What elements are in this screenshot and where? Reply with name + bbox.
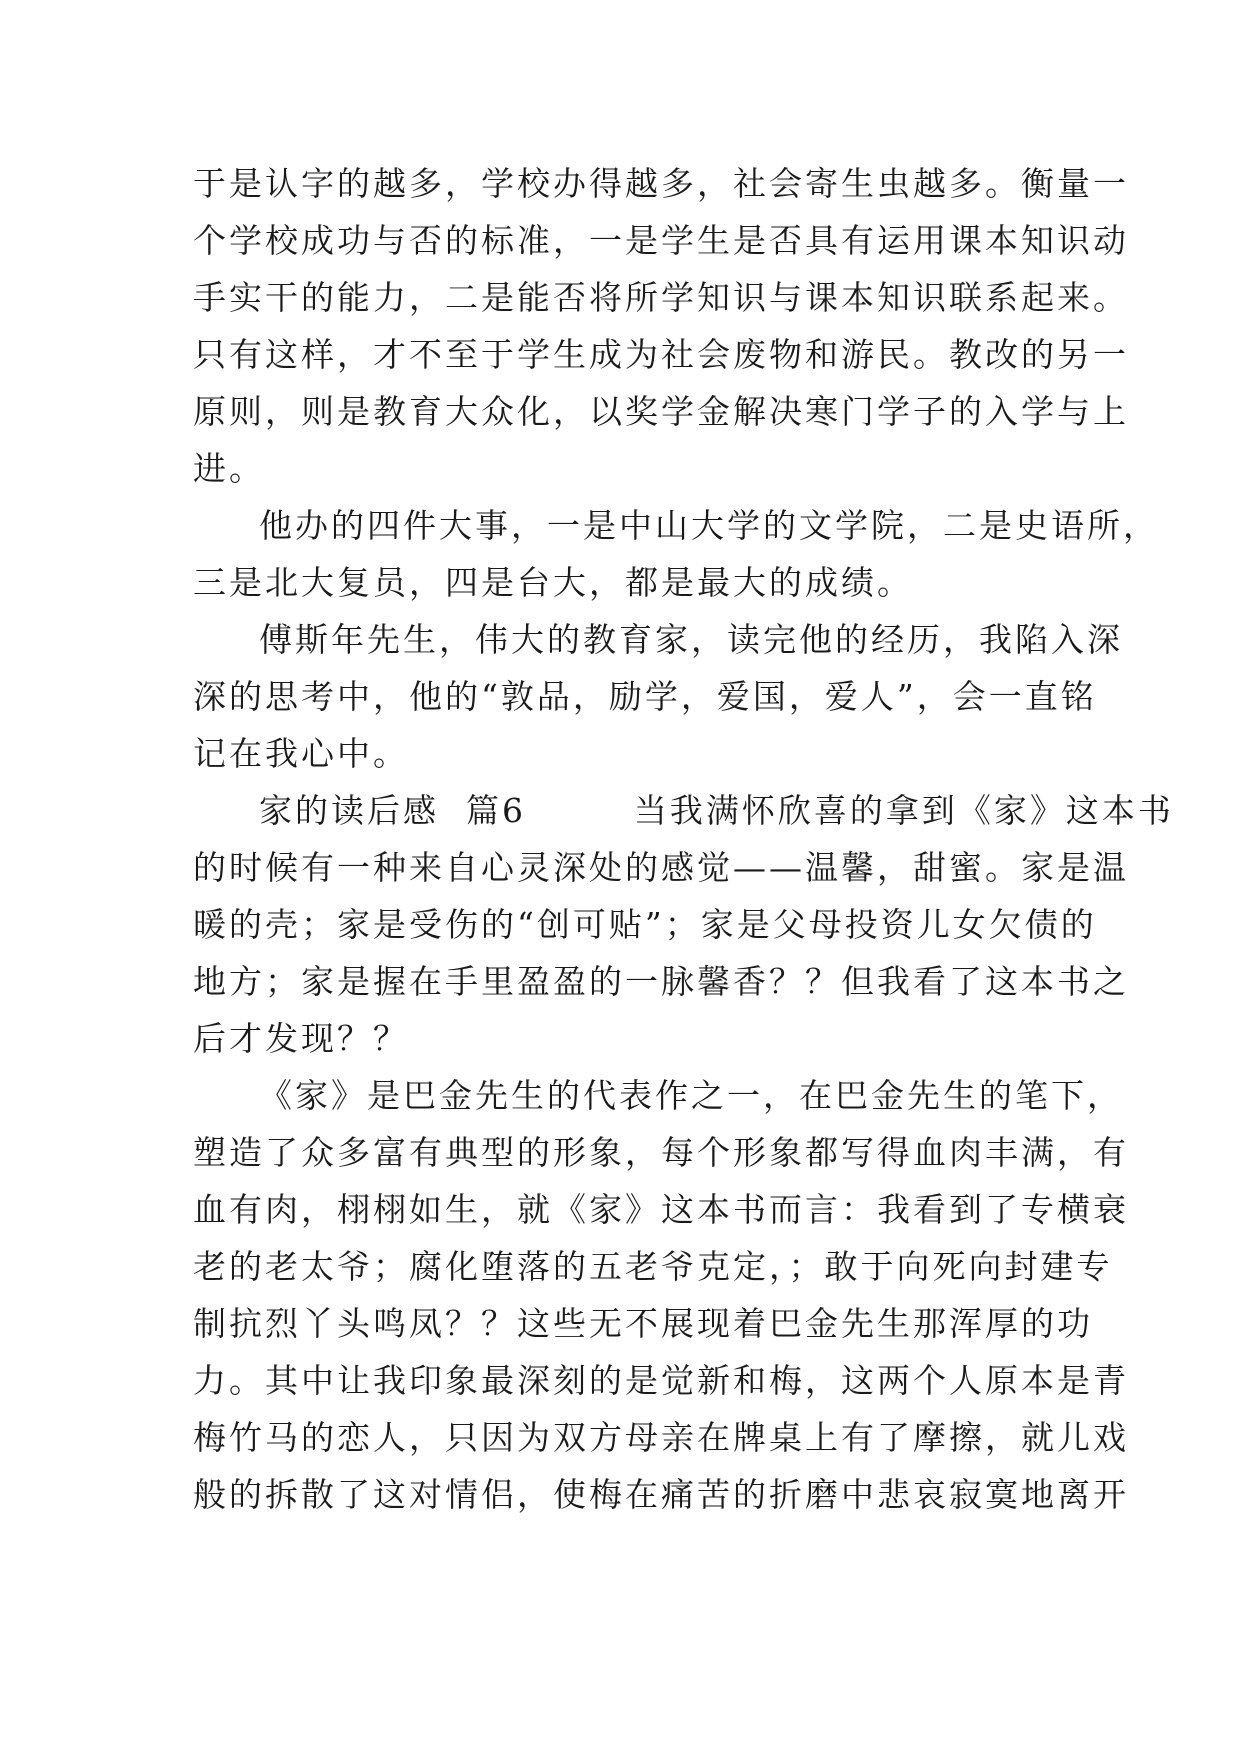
text-line: 个学校成功与否的标准，一是学生是否具有运用课本知识动 — [193, 221, 1129, 260]
text-line: 他办的四件大事，一是中山大学的文学院，二是史语所， — [259, 506, 1159, 545]
text-line: 力。其中让我印象最深刻的是觉新和梅，这两个人原本是青 — [193, 1361, 1129, 1400]
text-line: 傅斯年先生，伟大的教育家，读完他的经历，我陷入深 — [259, 620, 1123, 659]
text-line: 的时候有一种来自心灵深处的感觉——温馨，甜蜜。家是温 — [193, 848, 1129, 887]
text-line: 老的老太爷；腐化堕落的五老爷克定，；敢于向死向封建专 — [193, 1247, 1113, 1286]
text-line: 进。 — [193, 449, 265, 488]
text-line: 制抗烈丫头鸣凤？？这些无不展现着巴金先生那浑厚的功 — [193, 1304, 1093, 1343]
text-line: 暖的壳；家是受伤的“创可贴”；家是父母投资儿女欠债的 — [193, 905, 1097, 944]
text-line: 血有肉，栩栩如生，就《家》这本书而言：我看到了专横衰 — [193, 1190, 1129, 1229]
text-line: 后才发现？？ — [193, 1019, 409, 1058]
text-line: 《家》是巴金先生的代表作之一，在巴金先生的笔下， — [259, 1076, 1123, 1115]
body-text — [193, 155, 1174, 1523]
text-line: 梅竹马的恋人，只因为双方母亲在牌桌上有了摩擦，就儿戏 — [193, 1418, 1129, 1457]
text-line: 三是北大复员，四是台大，都是最大的成绩。 — [193, 563, 913, 602]
text-line: 只有这样，才不至于学生成为社会废物和游民。教改的另一 — [193, 335, 1129, 374]
text-line: 深的思考中，他的“敦品，励学，爱国，爱人”，会一直铭 — [193, 677, 1097, 716]
text-line: 般的拆散了这对情侣，使梅在痛苦的折磨中悲哀寂寞地离开 — [193, 1475, 1129, 1514]
text-line: 原则，则是教育大众化，以奖学金解决寒门学子的入学与上 — [193, 392, 1129, 431]
text-line: 记在我心中。 — [193, 734, 409, 773]
text-line: 塑造了众多富有典型的形象，每个形象都写得血肉丰满，有 — [193, 1133, 1129, 1172]
text-line: 地方；家是握在手里盈盈的一脉馨香？？但我看了这本书之 — [193, 962, 1129, 1001]
text-line: 手实干的能力，二是能否将所学知识与课本知识联系起来。 — [193, 278, 1129, 317]
text-line: 于是认字的越多，学校办得越多，社会寄生虫越多。衡量一 — [193, 164, 1129, 203]
text-line: 家的读后感 篇6 当我满怀欣喜的拿到《家》这本书 — [259, 791, 1174, 830]
